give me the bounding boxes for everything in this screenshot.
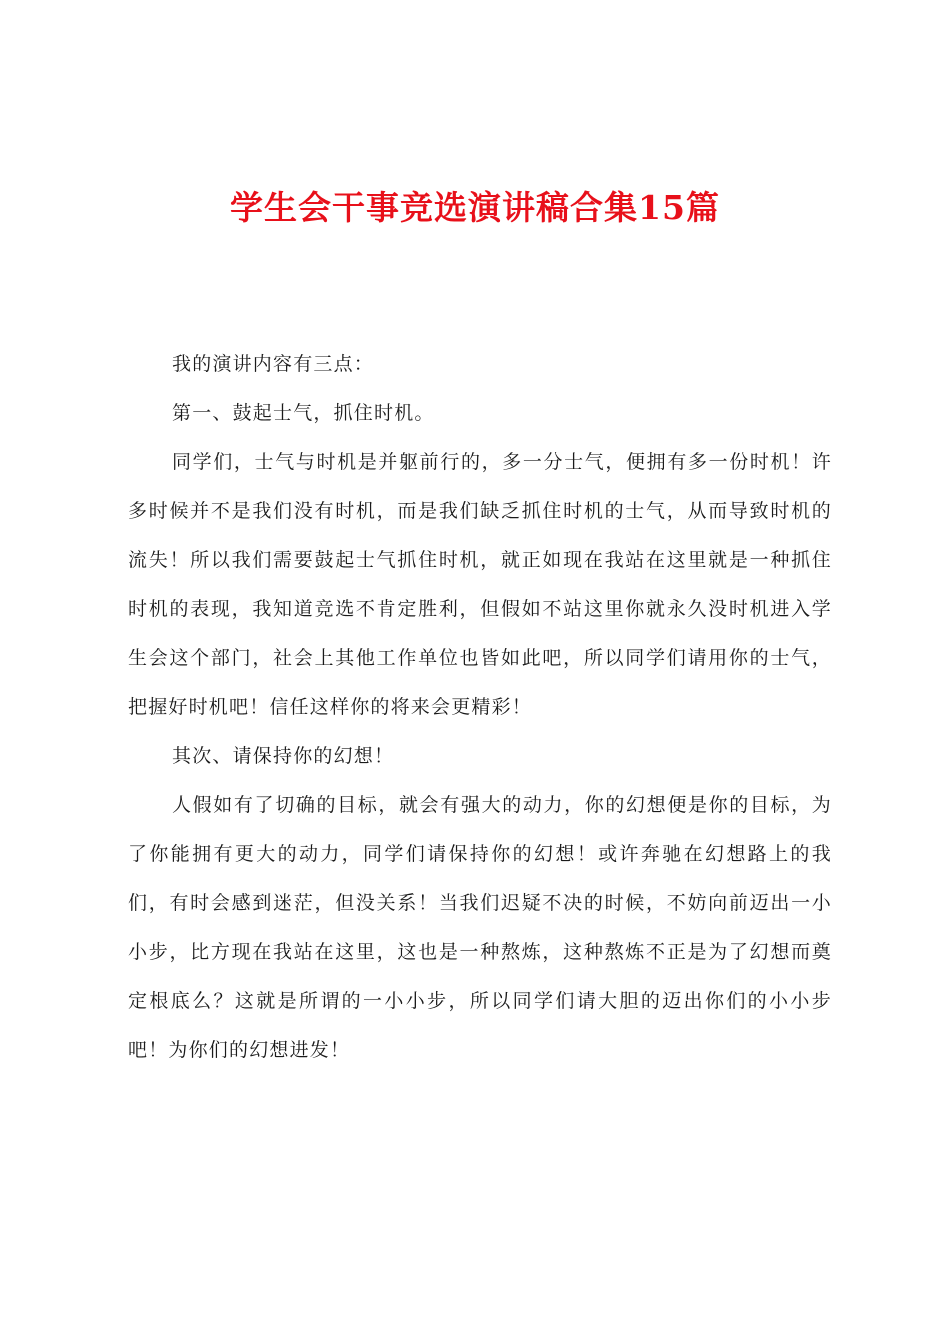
- paragraph-point-two-body: 人假如有了切确的目标，就会有强大的动力，你的幻想便是你的目标，为了你能拥有更大的动力，同学们请保持你的幻想！或许奔驰在幻想路上的我们，有时会感到迷茫，但没关系！当我们迟疑不决的时候，不妨向前迈出一小小步，比方现在我站在这里，这也是一种熬炼，这种熬炼不正是为了幻想而奠定根底么？这就是所谓的一小小步，所以同学们请大胆的迈出你们的小小步吧！为你们的幻想进发！: [128, 794, 832, 1061]
- document-title: 学生会干事竞选演讲稿合集15篇: [230, 188, 720, 227]
- paragraph-point-one-body: 同学们，士气与时机是并躯前行的，多一分士气，便拥有多一份时机！许多时候并不是我们没有时机，而是我们缺乏抓住时机的士气，从而导致时机的流失！所以我们需要鼓起士气抓住时机，就正如现在我站在这里就是一种抓住时机的表现，我知道竞选不肯定胜利，但假如不站这里你就永久没时机进入学生会这个部门，社会上其他工作单位也皆如此吧，所以同学们请用你的士气，把握好时机吧！信任这样你的将来会更精彩！: [128, 451, 832, 718]
- document-body: [128, 340, 832, 1075]
- paragraph-point-one-heading: 第一、鼓起士气，抓住时机。: [172, 402, 435, 424]
- paragraph-point-two-heading: 其次、请保持你的幻想！: [172, 745, 395, 767]
- paragraph-intro: 我的演讲内容有三点：: [172, 353, 375, 375]
